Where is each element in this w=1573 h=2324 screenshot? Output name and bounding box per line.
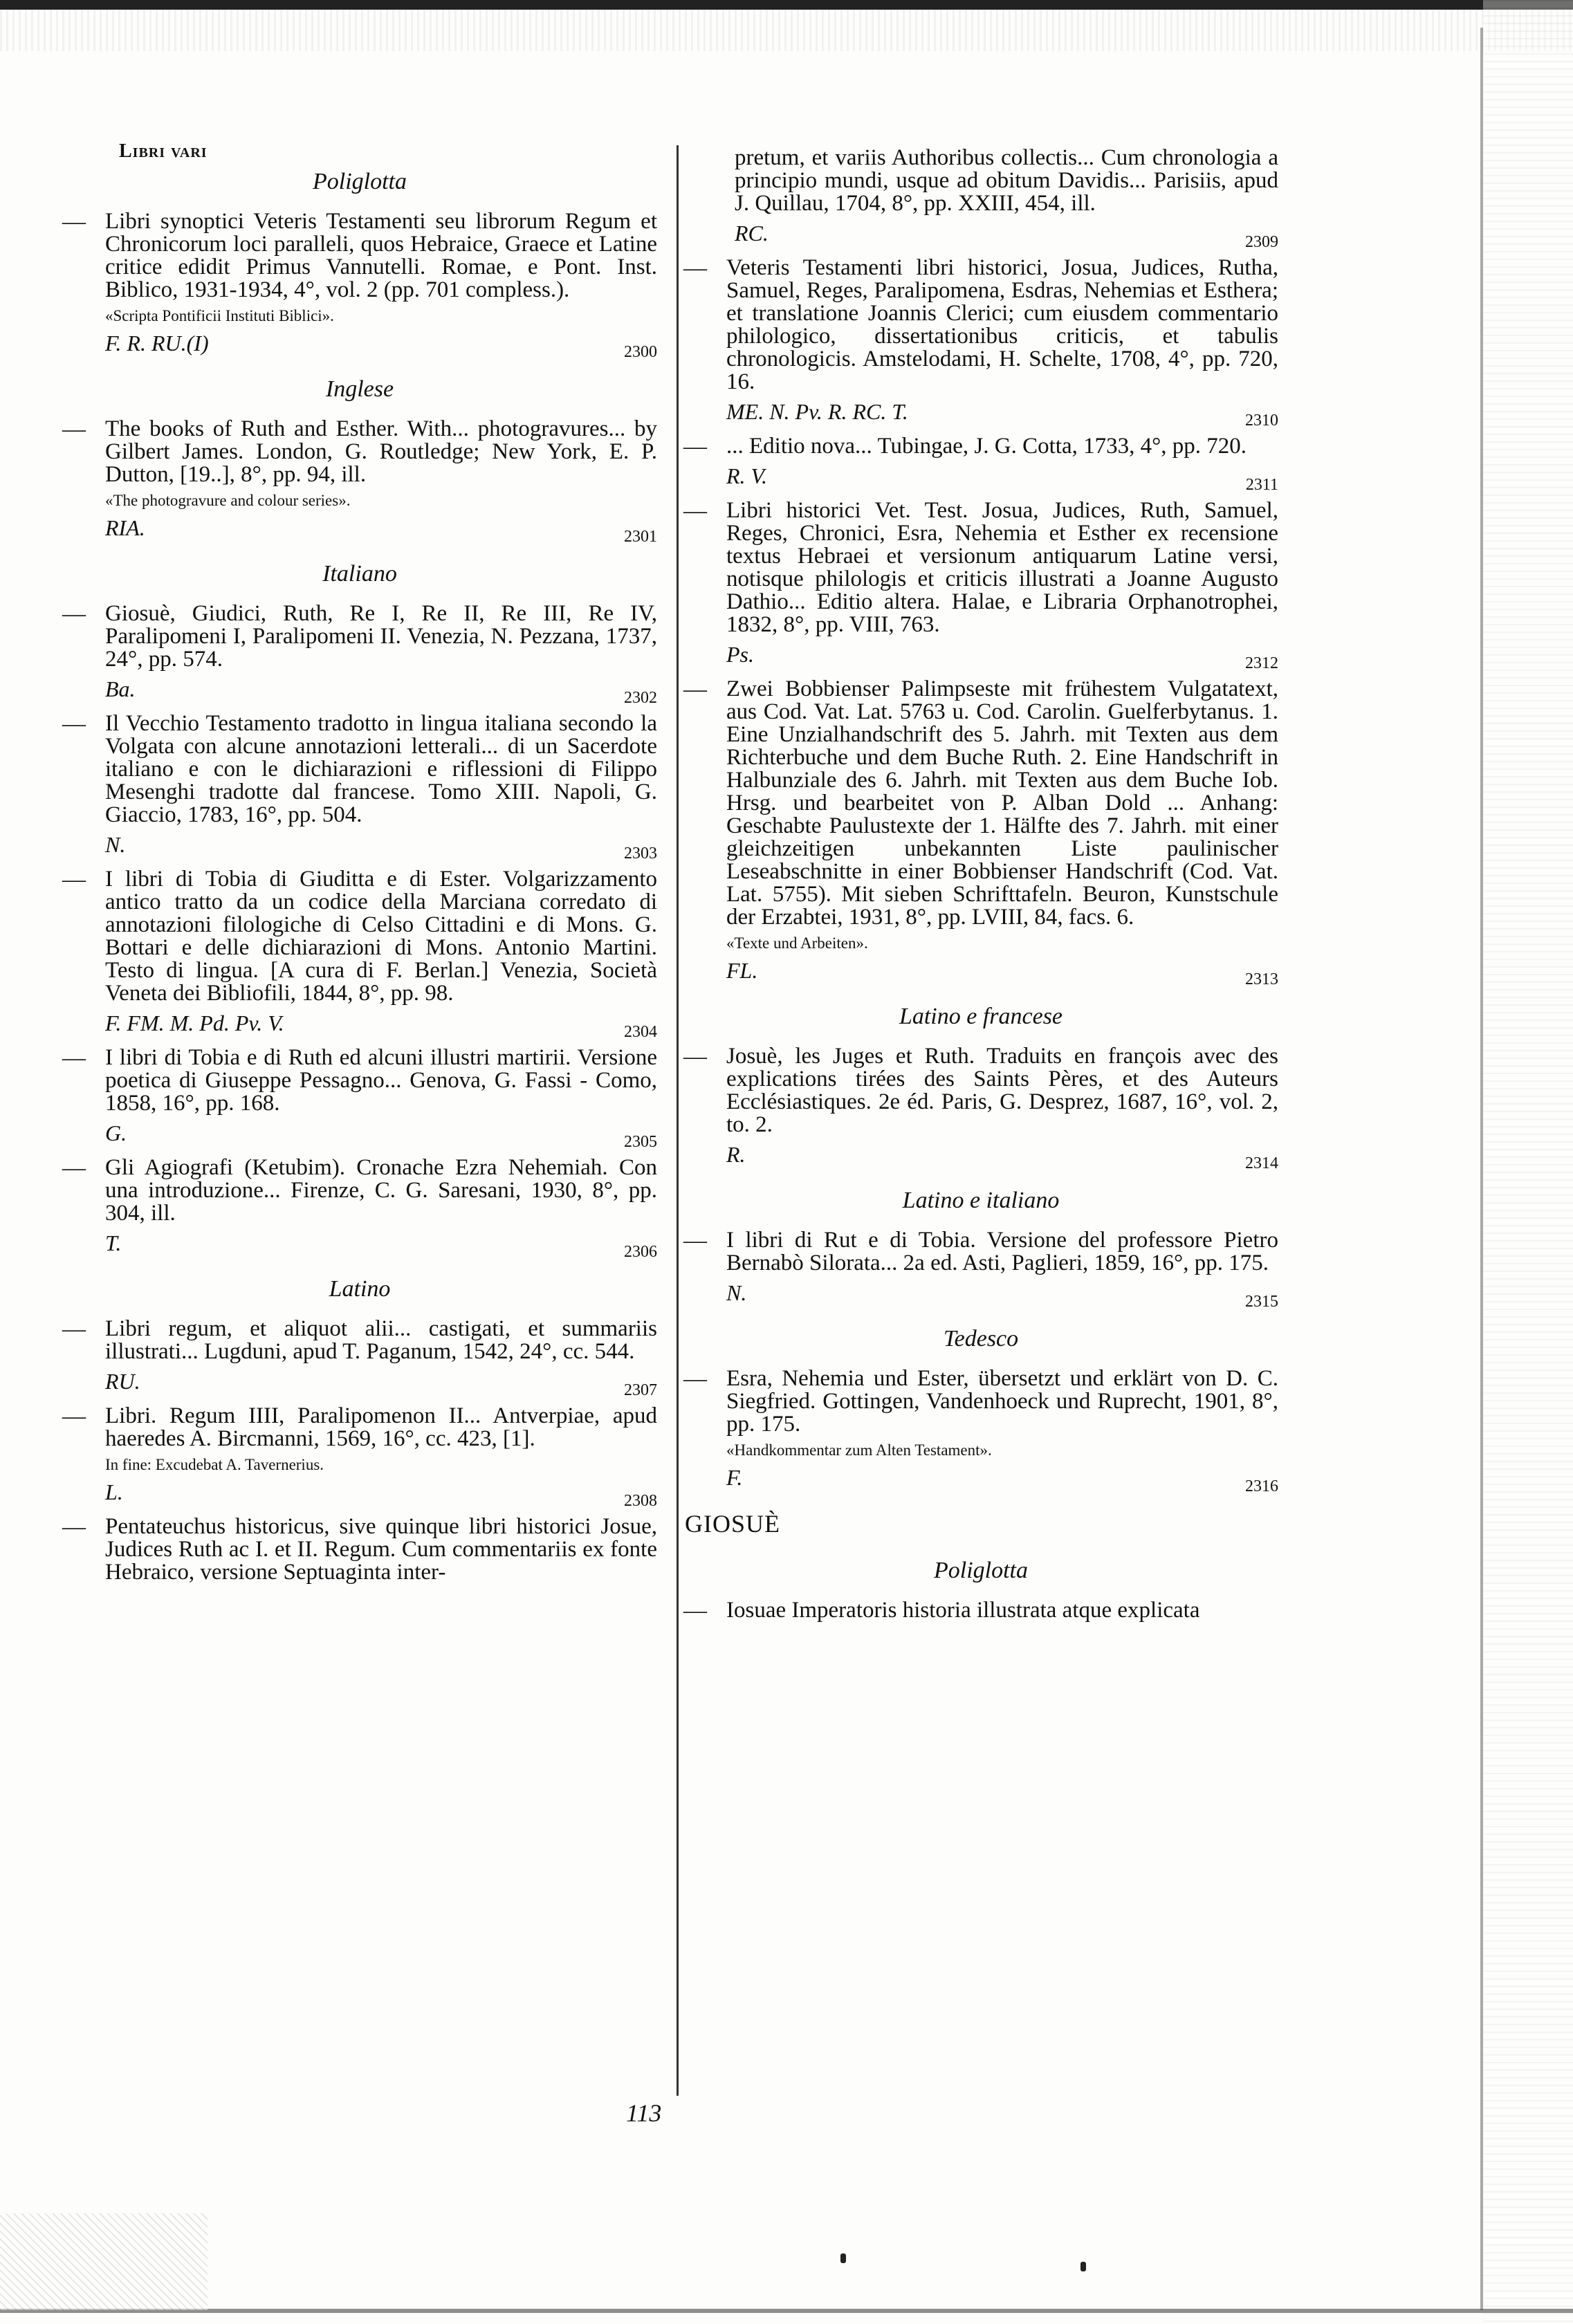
entry-dash: — [62, 1403, 86, 1429]
entry-text: I libri di Rut e di Tobia. Versione del professore Pietro Bernabò Silorata... 2a ed. Asti, Paglieri, 1859, 16°, pp. 175. [726, 1228, 1278, 1275]
entry-footer [105, 1005, 657, 1041]
library-sigla: Ba. [105, 676, 136, 701]
entry-text: Josuè, les Juges et Ruth. Traduits en françois avec des explications tirées des Saints Pères, et des Auteurs Ecclésiastiques. 2e éd. Paris, G. Desprez, 1687, 16°, vol. 2, to. 2. [726, 1044, 1278, 1137]
library-sigla: F. R. RU.(I) [105, 331, 209, 356]
catalog-entry [62, 601, 657, 707]
entry-text: Esra, Nehemia und Ester, übersetzt und erklärt von D. C. Siegfried. Gottingen, Vandenhoeck und Ruprecht, 1901, 8°, pp. 175. [726, 1366, 1278, 1437]
entry-number: 2309 [1245, 233, 1278, 251]
scan-noise-bottom-left [0, 2213, 208, 2310]
entry-dash: — [62, 1316, 86, 1342]
scan-noise-right [1483, 0, 1573, 2324]
entry-footer [105, 1474, 657, 1510]
catalog-entry [683, 1228, 1278, 1311]
page-number: 113 [626, 2099, 662, 2127]
catalog-entry [62, 416, 657, 546]
section-title: Inglese [325, 376, 394, 402]
entry-dash: — [683, 434, 707, 459]
entry-footer [726, 1275, 1278, 1311]
entry-footer [105, 1363, 657, 1399]
entry-footer [105, 1115, 657, 1151]
entry-number: 2316 [1245, 1477, 1278, 1495]
entry-text: pretum, et variis Authoribus collectis... Cum chronologia a principio mundi, usque ad obitum Davidis... Parisiis, apud J. Quillau, 1704, 8°, pp. XXIII, 454, ill. [735, 145, 1278, 216]
catalog-entry [62, 1155, 657, 1261]
library-sigla: T. [105, 1230, 122, 1255]
entry-dash: — [62, 711, 86, 737]
entry-text: Libri historici Vet. Test. Josua, Judices, Ruth, Samuel, Reges, Chronici, Esra, Nehemia et Esther ex recensione textus Hebraei et versionum antiquarum Latine versi, notisque philologis et criticis illustrati a Joanne Augusto Dathio... Editio altera. Halae, e Libraria Orphanotrophei, 1832, 8°, pp. VIII, 763. [726, 498, 1278, 637]
entry-footer [726, 636, 1278, 672]
library-sigla: F. [726, 1465, 743, 1490]
column-divider [677, 145, 679, 2096]
entry-number: 2301 [624, 528, 657, 546]
catalog-entry [683, 1599, 1278, 1622]
entry-dash: — [683, 498, 707, 524]
entry-number: 2305 [624, 1133, 657, 1151]
entry-text: Libri. Regum IIII, Paralipomenon II... Antverpiae, apud haeredes A. Bircmanni, 1569, 16°, cc. 423, [1]. [105, 1403, 657, 1451]
left-column [62, 149, 657, 1594]
entry-footer [726, 1459, 1278, 1495]
entry-dash: — [62, 416, 86, 442]
section-title: Poliglotta [313, 169, 407, 194]
entry-dash: — [683, 1044, 707, 1069]
entry-text: Veteris Testamenti libri historici, Josua, Judices, Rutha, Samuel, Reges, Paralipomena, Esdras, Nehemias et Esthera; et translatione Joannis Clerici; cum eiusdem commentario philologico, dissertationibus criticis, et tabulis chronologicis. Amstelodami, H. Schelte, 1708, 4°, pp. 720, 16. [726, 255, 1278, 394]
entry-number: 2314 [1245, 1154, 1278, 1172]
entry-number: 2312 [1245, 654, 1278, 672]
running-head: Libri vari [119, 140, 208, 162]
section-title: Poliglotta [934, 1558, 1028, 1583]
section-title: Tedesco [943, 1326, 1019, 1352]
entry-number: 2308 [624, 1492, 657, 1510]
series-note: «The photogravure and colour series». [105, 492, 351, 509]
entry-text: The books of Ruth and Esther. With... photogravures... by Gilbert James. London, G. Routledge; New York, E. P. Dutton, [19..], 8°, pp. 94, ill. [105, 416, 657, 487]
section-title: Italiano [322, 561, 397, 587]
library-sigla: N. [726, 1280, 747, 1305]
library-sigla: RC. [735, 221, 769, 246]
scan-noise-top [0, 10, 1573, 51]
entry-continuation [683, 145, 1278, 251]
entry-text: I libri di Tobia e di Ruth ed alcuni illustri martirii. Versione poetica di Giuseppe Pessagno... Genova, G. Fassi - Como, 1858, 16°, pp. 168. [105, 1045, 657, 1116]
entry-dash: — [62, 601, 86, 627]
library-sigla: FL. [726, 958, 758, 983]
entry-footer [726, 394, 1278, 430]
series-note: «Scripta Pontificii Instituti Biblici». [105, 307, 334, 324]
catalog-entry [683, 498, 1278, 672]
series-note: «Texte und Arbeiten». [726, 934, 868, 952]
entry-number: 2307 [624, 1381, 657, 1399]
catalog-entry [62, 209, 657, 361]
entry-dash: — [683, 1598, 707, 1623]
library-sigla: N. [105, 832, 126, 857]
entry-dash: — [62, 1045, 86, 1071]
catalog-entry [62, 1403, 657, 1510]
entry-dash: — [683, 255, 707, 281]
entry-footer [105, 827, 657, 863]
library-sigla: F. FM. M. Pd. Pv. V. [105, 1011, 284, 1035]
entry-text: ... Editio nova... Tubingae, J. G. Cotta, 1733, 4°, pp. 720. [726, 434, 1247, 459]
catalog-entry [683, 255, 1278, 430]
entry-footer [726, 458, 1278, 494]
entry-number: 2303 [624, 845, 657, 863]
library-sigla: Ps. [726, 642, 754, 667]
entry-number: 2310 [1245, 412, 1278, 430]
entry-dash: — [62, 1514, 86, 1540]
entry-number: 2313 [1245, 970, 1278, 988]
entry-text: Pentateuchus historicus, sive quinque libri historici Josue, Judices Ruth ac I. et II. Regum. Cum commentariis ex fonte Hebraico, versione Septuaginta inter- [105, 1514, 657, 1585]
scan-border-bottom [0, 2309, 1573, 2313]
catalog-entry [62, 1316, 657, 1399]
catalog-entry [683, 1366, 1278, 1495]
scan-border-top [0, 0, 1573, 10]
catalog-entry [62, 1045, 657, 1151]
section-title: Latino e italiano [902, 1188, 1060, 1213]
entry-number: 2306 [624, 1243, 657, 1261]
entry-text: Iosuae Imperatoris historia illustrata atque explicata [726, 1598, 1200, 1623]
scan-speck [1080, 2262, 1086, 2271]
entry-footer [105, 325, 657, 361]
series-note: In fine: Excudebat A. Tavernerius. [105, 1456, 324, 1473]
series-note: «Handkommentar zum Alten Testament». [726, 1441, 992, 1459]
catalog-entry [683, 676, 1278, 988]
library-sigla: R. V. [726, 463, 767, 488]
library-sigla: L. [105, 1479, 123, 1504]
scan-gutter-line [1480, 28, 1483, 2310]
section-title: Latino e francese [899, 1004, 1063, 1029]
entry-text: Libri regum, et aliquot alii... castigati, et summariis illustrati... Lugduni, apud T. Paganum, 1542, 24°, cc. 544. [105, 1316, 657, 1364]
entry-text: Il Vecchio Testamento tradotto in lingua italiana secondo la Volgata con alcune annotazioni letterali... di un Sacerdote italiano e con le dichiarazioni e riflessioni di Filippo Mesenghi tradotte dal francese. Tomo XIII. Napoli, G. Giaccio, 1783, 16°, pp. 504. [105, 711, 657, 827]
entry-footer [735, 215, 1278, 251]
entry-text: Zwei Bobbienser Palimpseste mit frühestem Vulgatatext, aus Cod. Vat. Lat. 5763 u. Cod. Carolin. Guelferbytanus. 1. Eine Unzialhandschrift des 5. Jahrh. mit Texten aus dem Richterbuche und dem Buche Ruth. 2. Eine Handschrift in Halbunziale des 6. Jahrh. mit Texten aus dem Buche Iob. Hrsg. und bearbeitet von P. Alban Dold ... Anhang: Geschabte Paulustexte der 1. Hälfte des 7. Jahrh. mit einer gleichzeitigen unbekannten Liste paulinischer Leseabschnitte in einer Bobbienser Handschrift (Cod. Vat. Lat. 5755). Mit sieben Schrifttafeln. Beuron, Kunstschule der Erzabtei, 1931, 8°, pp. LVIII, 84, facs. 6. [726, 676, 1278, 930]
entry-footer [105, 510, 657, 546]
entry-text: Gli Agiografi (Ketubim). Cronache Ezra Nehemiah. Con una introduzione... Firenze, C. G. Saresani, 1930, 8°, pp. 304, ill. [105, 1155, 657, 1226]
entry-text: I libri di Tobia di Giuditta e di Ester. Volgarizzamento antico tratto da un codice della Marciana corredato di annotazioni filologiche di Celso Cittadini e di Mons. G. Bottari e delle dichiarazioni di Mons. Antonio Martini. Testo di lingua. [A cura di F. Berlan.] Venezia, Società Veneta dei Bibliofili, 1844, 8°, pp. 98. [105, 867, 657, 1006]
library-sigla: RIA. [105, 515, 145, 540]
catalog-entry [62, 867, 657, 1041]
entry-footer [726, 1136, 1278, 1172]
entry-number: 2304 [624, 1023, 657, 1041]
catalog-entry [683, 1044, 1278, 1172]
entry-dash: — [62, 209, 86, 234]
entry-footer [105, 671, 657, 707]
scan-speck [840, 2253, 846, 2263]
entry-text: Giosuè, Giudici, Ruth, Re I, Re II, Re III, Re IV, Paralipomeni I, Paralipomeni II. Venezia, N. Pezzana, 1737, 24°, pp. 574. [105, 601, 657, 672]
catalog-entry [62, 1515, 657, 1584]
catalog-entry [62, 711, 657, 863]
right-column [683, 147, 1278, 1632]
library-sigla: RU. [105, 1369, 140, 1394]
entry-number: 2300 [624, 343, 657, 361]
entry-dash: — [62, 867, 86, 892]
entry-footer [726, 952, 1278, 988]
catalog-entry [683, 434, 1278, 494]
entry-dash: — [683, 1228, 707, 1253]
entry-number: 2315 [1245, 1293, 1278, 1311]
entry-number: 2311 [1245, 476, 1278, 494]
entry-dash: — [683, 1366, 707, 1392]
library-sigla: ME. N. Pv. R. RC. T. [726, 399, 908, 424]
entry-dash: — [683, 676, 707, 702]
section-title: Latino [329, 1276, 391, 1302]
entry-dash: — [62, 1155, 86, 1181]
entry-number: 2302 [624, 689, 657, 707]
main-heading: GIOSUÈ [685, 1510, 780, 1538]
library-sigla: G. [105, 1120, 127, 1145]
library-sigla: R. [726, 1142, 746, 1167]
entry-footer [105, 1225, 657, 1261]
entry-text: Libri synoptici Veteris Testamenti seu librorum Regum et Chronicorum loci paralleli, quos Hebraice, Graece et Latine critice edidit Primus Vannutelli. Romae, e Pont. Inst. Biblico, 1931-1934, 4°, vol. 2 (pp. 701 compless.). [105, 209, 657, 302]
